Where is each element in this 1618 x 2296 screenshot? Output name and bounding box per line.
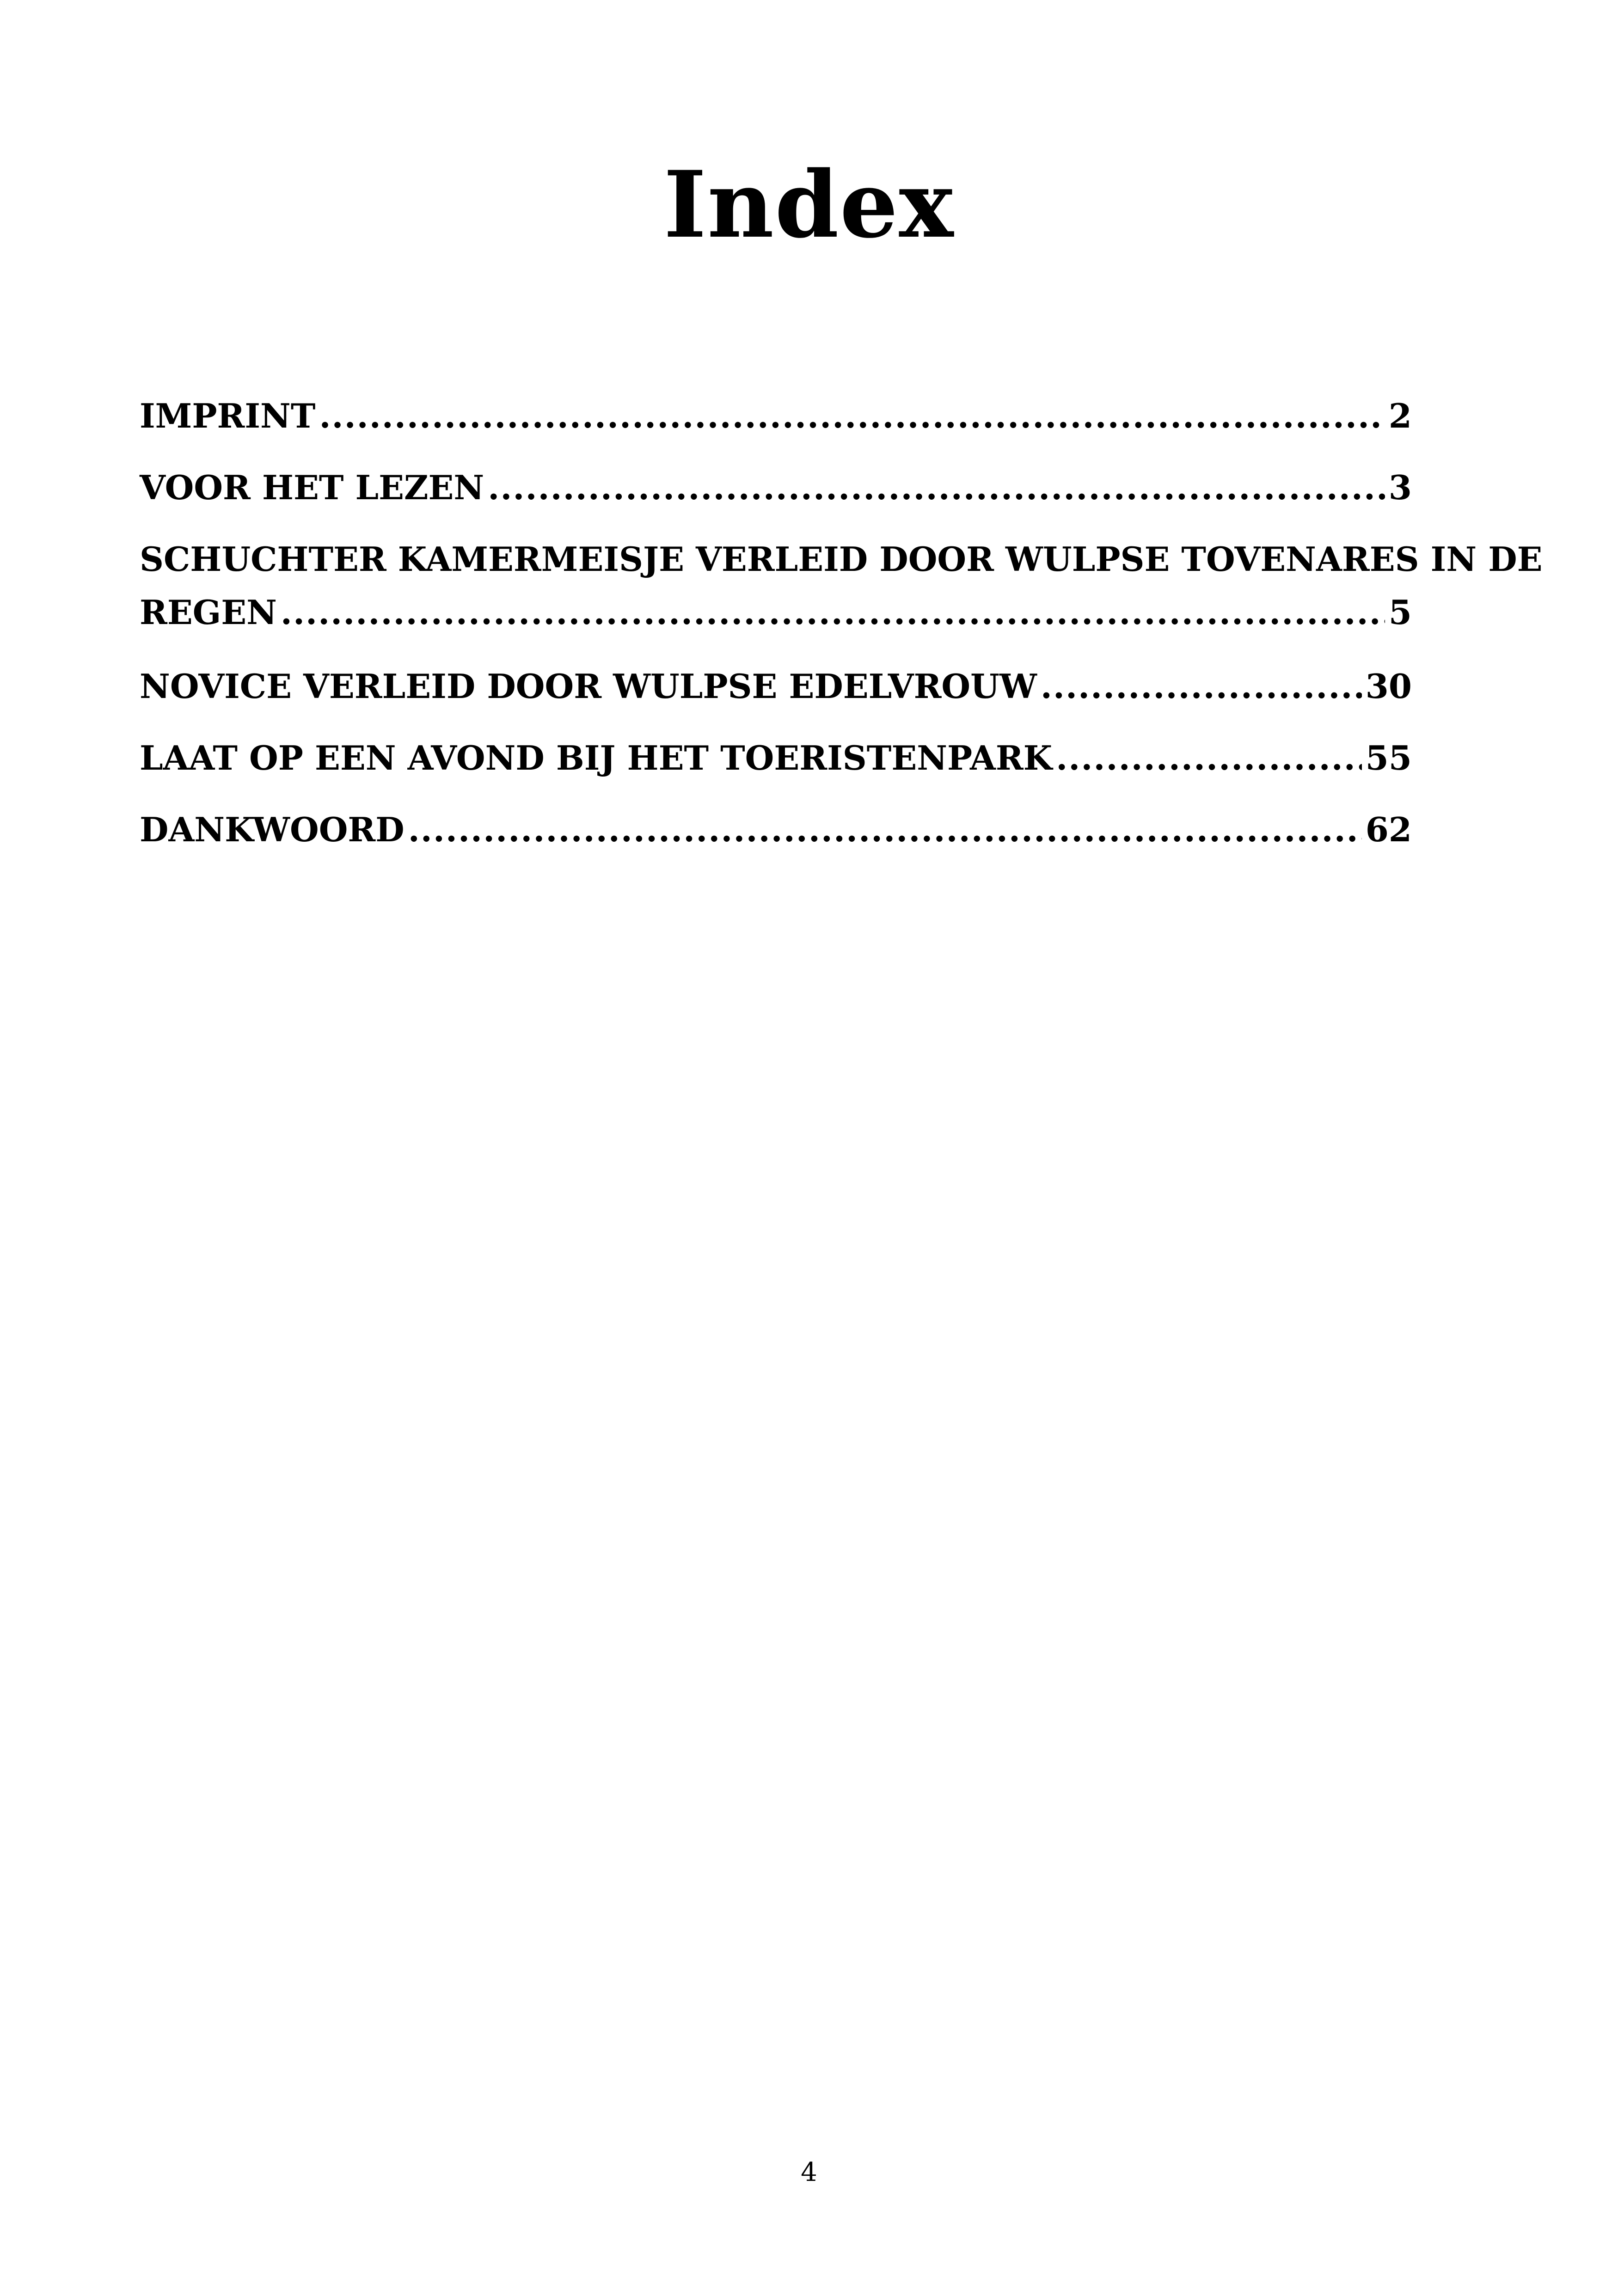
toc-dot-leader — [408, 800, 1362, 860]
page-number: 4 — [801, 2157, 817, 2187]
toc-entry-page: 62 — [1365, 810, 1412, 849]
toc-dot-leader — [488, 458, 1385, 518]
toc-entry-label: VOOR HET LEZEN — [140, 468, 484, 507]
toc-entry-page: 3 — [1388, 468, 1412, 507]
toc-dot-leader — [1056, 728, 1362, 788]
toc-entry-label: REGEN — [140, 593, 277, 632]
toc-entry-label: IMPRINT — [140, 396, 316, 435]
toc-entry-schuchter-kamermeisje[interactable] — [140, 529, 1543, 589]
toc-entry-voor-het-lezen[interactable] — [140, 458, 1412, 518]
toc-entry-page: 30 — [1365, 667, 1412, 706]
toc-entry-label: LAAT OP EEN AVOND BIJ HET TOERISTENPARK — [140, 738, 1053, 778]
toc-entry-label: DANKWOORD — [140, 810, 404, 849]
toc-entry-laat-op-een-avond[interactable] — [140, 728, 1412, 788]
toc-dot-leader — [319, 386, 1385, 446]
toc-dot-leader — [1041, 656, 1362, 716]
toc-entry-page: 5 — [1388, 593, 1412, 632]
page-title: Index — [663, 151, 955, 258]
toc-dot-leader — [281, 582, 1385, 643]
toc-entry-schuchter-kamermeisje-cont[interactable] — [140, 582, 1412, 643]
toc-entry-label-line1: SCHUCHTER KAMERMEISJE VERLEID DOOR WULPSE TOVENARES IN DE — [140, 539, 1543, 579]
toc-entry-page: 2 — [1388, 396, 1412, 435]
toc-entry-label: NOVICE VERLEID DOOR WULPSE EDELVROUW — [140, 667, 1037, 706]
toc-entry-page: 55 — [1365, 738, 1412, 778]
toc-entry-novice-verleid[interactable] — [140, 656, 1412, 716]
toc-entry-imprint[interactable] — [140, 386, 1412, 446]
toc-entry-dankwoord[interactable] — [140, 800, 1412, 860]
